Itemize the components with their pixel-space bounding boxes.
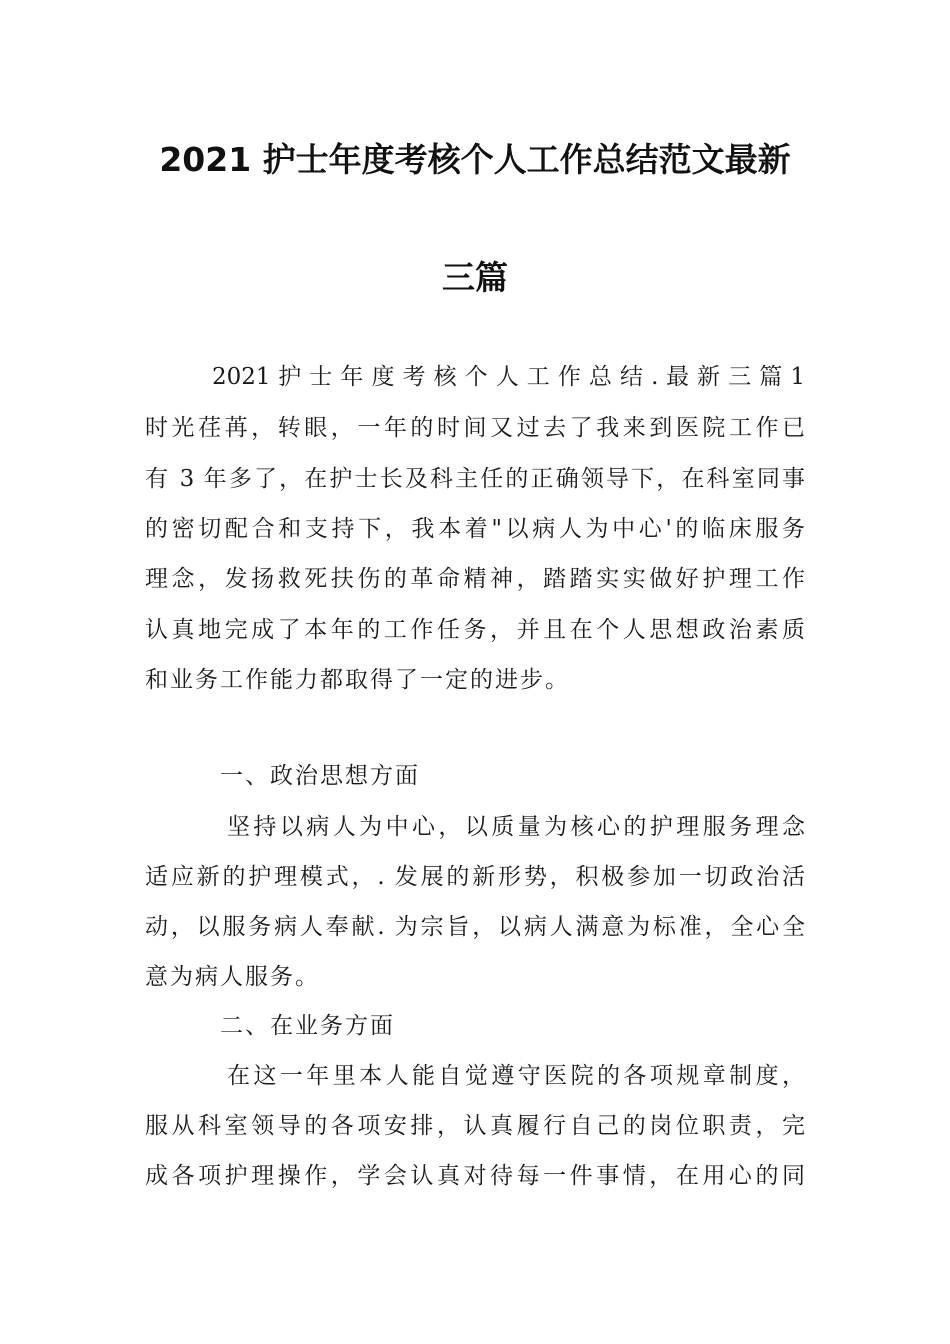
intro-line: 和业务工作能力都取得了一定的进步。 [145,667,570,693]
document-title-line-1: 2021 护士年度考核个人工作总结范文最新 [159,140,791,179]
intro-line: 理念，发扬救死扶伤的革命精神，踏踏实实做好护理工作 [145,566,805,592]
intro-line: 的密切配合和支持下，我本着"以病人为中心'的临床服务 [145,516,805,542]
document-title-line-2: 三篇 [442,258,508,297]
section-1-line: 意为病人服务。 [145,964,320,990]
section-2-line: 在这一年里本人能自觉遵守医院的各项规章制度， [227,1063,805,1089]
section-2-line: 服从科室领导的各项安排，认真履行自己的岗位职责，完 [145,1113,805,1139]
section-1-line: 适应新的护理模式，. 发展的新形势，积极参加一切政治活 [145,864,805,890]
intro-line: 有 3 年多了，在护士长及科主任的正确领导下，在科室同事 [145,466,805,492]
section-2-heading: 二、在业务方面 [220,1013,395,1039]
section-2-line: 成各项护理操作，学会认真对待每一件事情，在用心的同 [145,1163,805,1189]
section-1-line: 坚持以病人为中心，以质量为核心的护理服务理念 [227,814,805,840]
intro-line: 时光荏苒，转眼，一年的时间又过去了我来到医院工作已 [145,415,805,441]
intro-line: 2021 护 士 年 度 考 核 个 人 工 作 总 结 . 最 新 三 篇 1 [212,364,805,390]
section-1-heading: 一、政治思想方面 [220,763,420,789]
section-1-line: 动，以服务病人奉献. 为宗旨，以病人满意为标准，全心全 [145,914,805,940]
intro-line: 认真地完成了本年的工作任务，并且在个人思想政治素质 [145,617,805,643]
